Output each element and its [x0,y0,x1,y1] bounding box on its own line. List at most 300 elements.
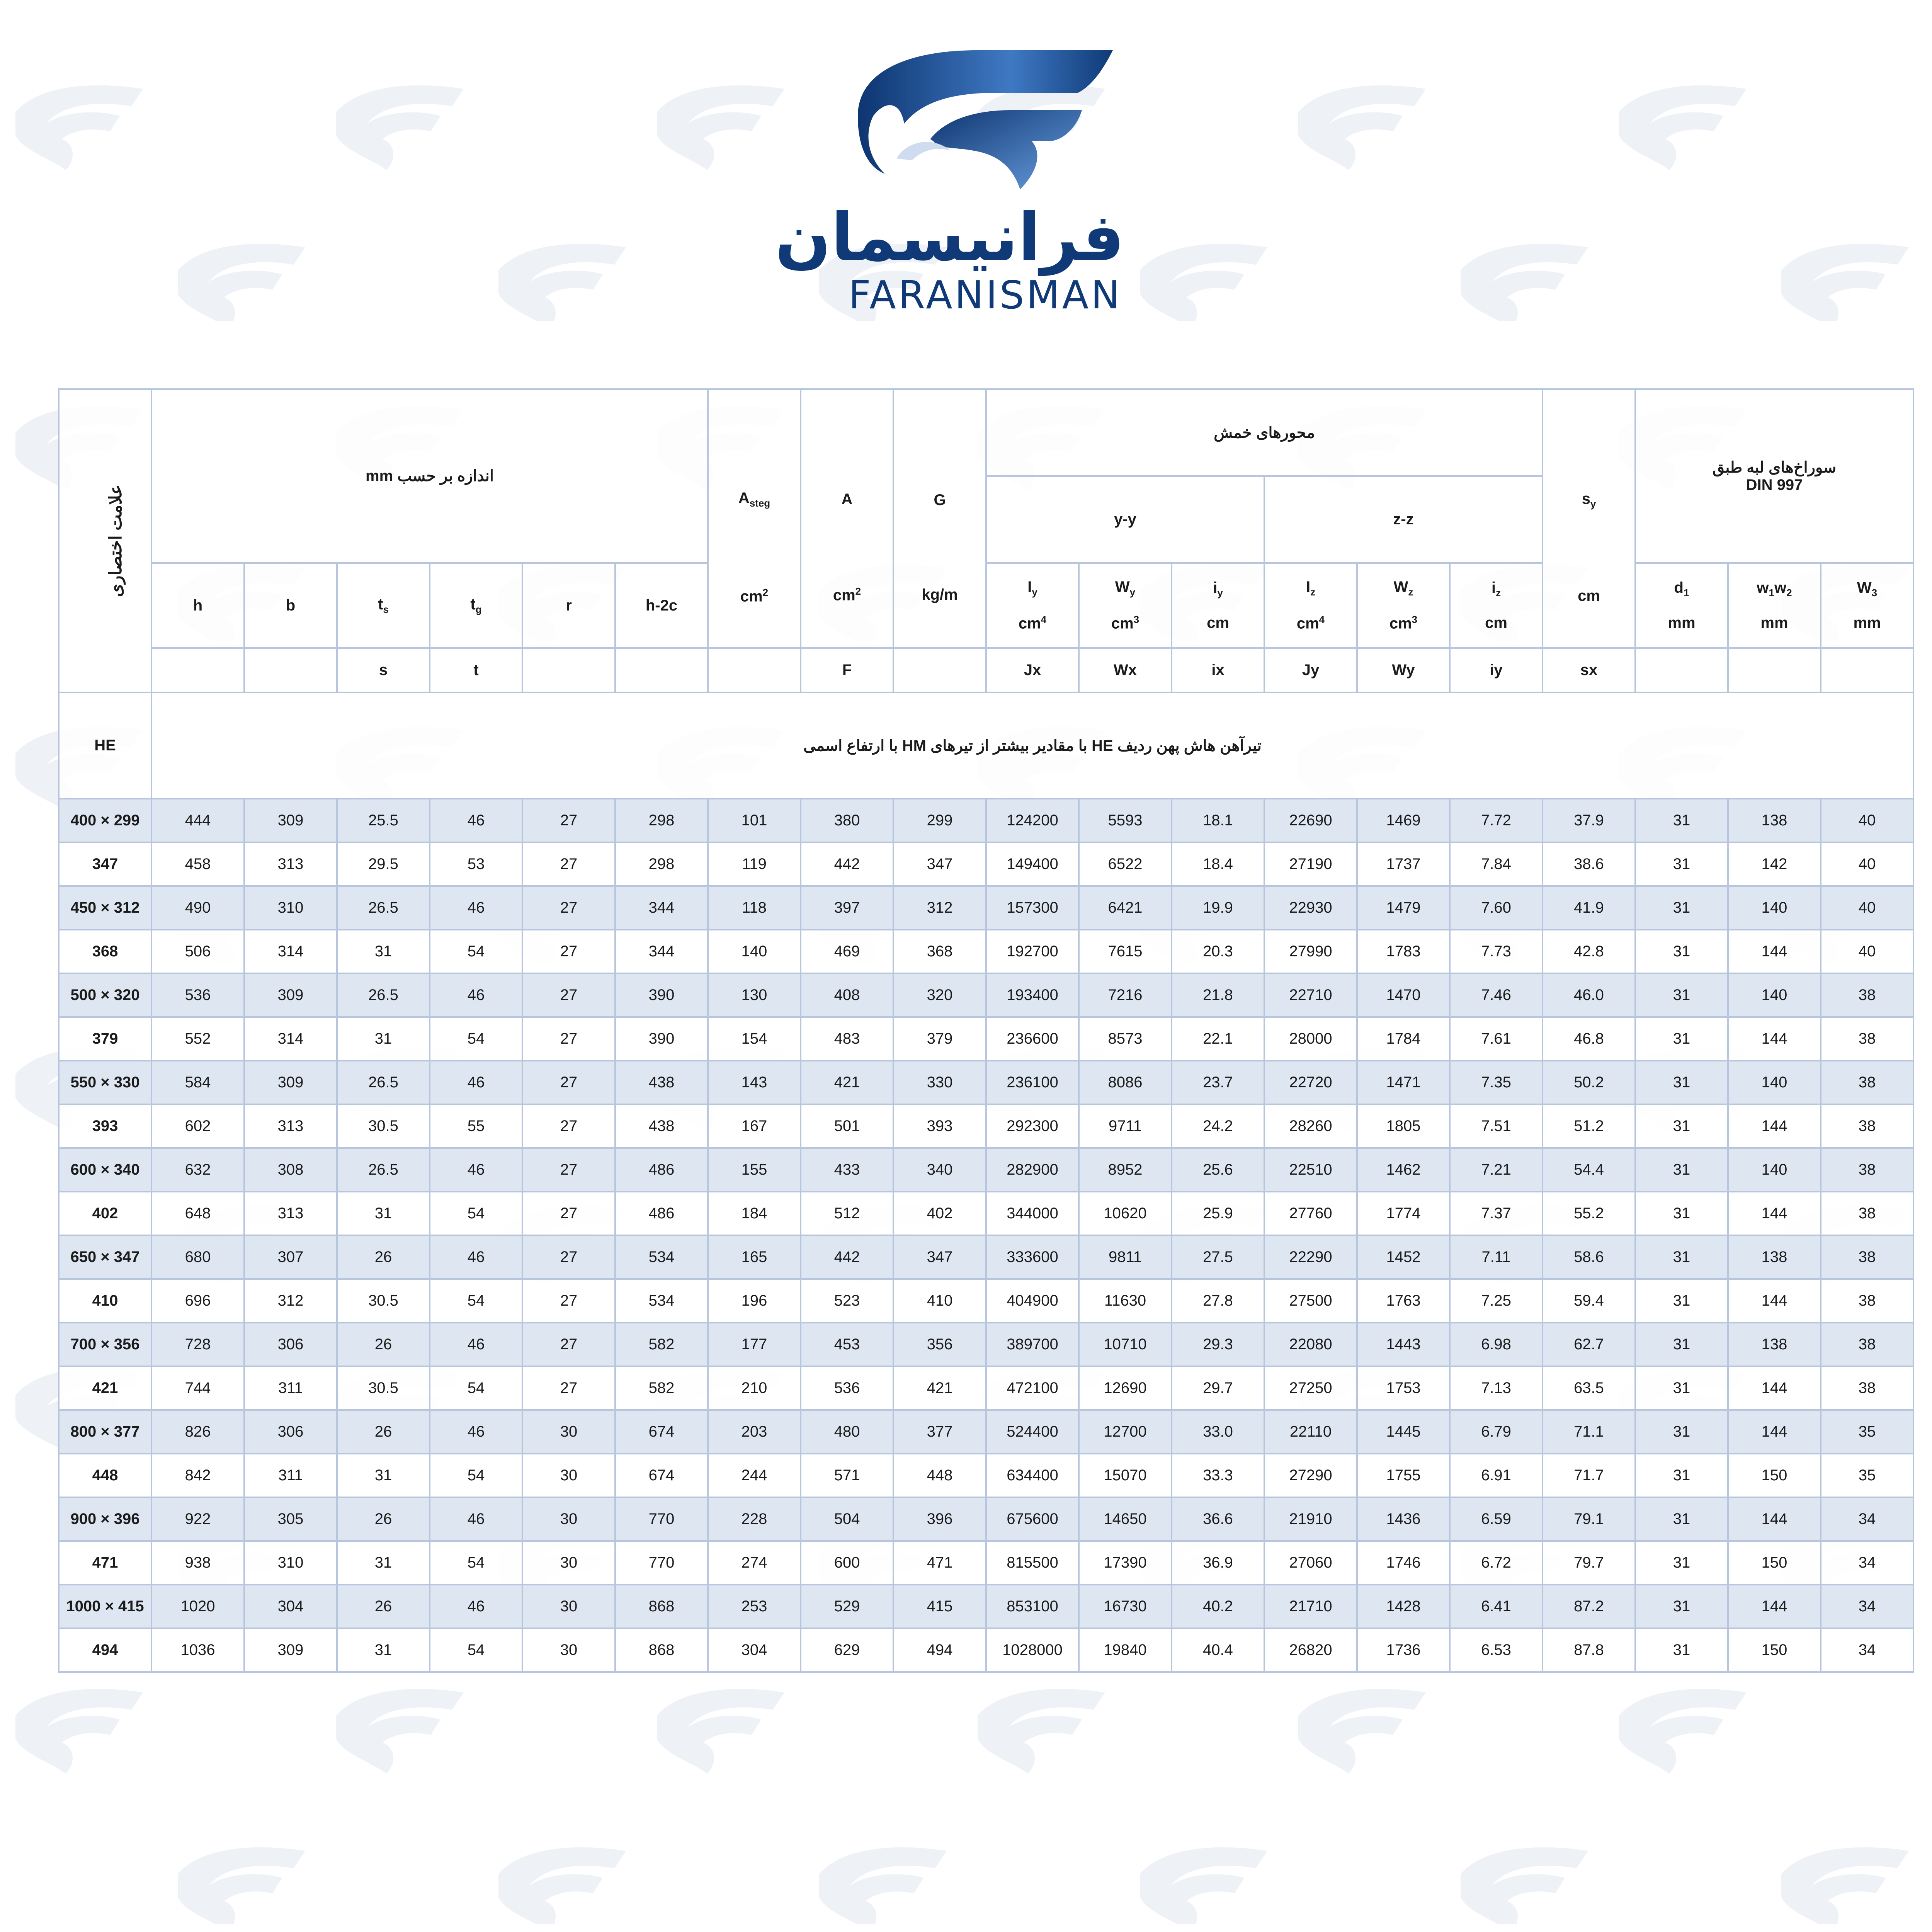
value-cell: 40.2 [1172,1585,1264,1628]
value-cell: 744 [151,1366,244,1410]
value-cell: 408 [801,973,893,1017]
value-cell: 54 [430,1541,522,1585]
value-cell: 309 [244,973,337,1017]
value-cell: 7.60 [1450,886,1543,930]
value-cell: 17390 [1079,1541,1172,1585]
value-cell: 27.8 [1172,1279,1264,1323]
value-cell: 165 [708,1235,801,1279]
value-cell: 344 [615,886,708,930]
value-cell: 6.53 [1450,1628,1543,1672]
sym-iy: iy [1450,648,1543,692]
value-cell: 377 [893,1410,986,1454]
value-cell: 305 [244,1497,337,1541]
designation-cell: 1000 × 415 [59,1585,151,1628]
value-cell: 31 [337,1628,430,1672]
value-cell: 150 [1728,1454,1821,1497]
value-cell: 26.5 [337,973,430,1017]
value-cell: 421 [893,1366,986,1410]
value-cell: 1036 [151,1628,244,1672]
value-cell: 54 [430,1628,522,1672]
value-cell: 27 [522,886,615,930]
value-cell: 37.9 [1543,799,1635,842]
value-cell: 22510 [1264,1148,1357,1192]
value-cell: 309 [244,799,337,842]
value-cell: 674 [615,1410,708,1454]
brand-logo [775,43,1124,318]
value-cell: 6.98 [1450,1323,1543,1366]
value-cell: 38 [1821,1366,1913,1410]
value-cell: 494 [893,1628,986,1672]
value-cell: 442 [801,1235,893,1279]
value-cell: 29.3 [1172,1323,1264,1366]
value-cell: 344 [615,930,708,973]
value-cell: 33.3 [1172,1454,1264,1497]
value-cell: 7.46 [1450,973,1543,1017]
value-cell: 27760 [1264,1192,1357,1235]
table-row [59,1585,1913,1628]
value-cell: 7.21 [1450,1148,1543,1192]
value-cell: 842 [151,1454,244,1497]
value-cell: 27290 [1264,1454,1357,1497]
value-cell: 9711 [1079,1104,1172,1148]
value-cell: 634400 [986,1454,1079,1497]
value-cell: 524400 [986,1410,1079,1454]
table-row [59,1410,1913,1454]
value-cell: 868 [615,1585,708,1628]
value-cell: 31 [1635,1279,1728,1323]
value-cell: 390 [615,973,708,1017]
value-cell: 5593 [1079,799,1172,842]
value-cell: 30 [522,1585,615,1628]
value-cell: 938 [151,1541,244,1585]
value-cell: 27 [522,1148,615,1192]
value-cell: 38 [1821,1061,1913,1104]
value-cell: 1736 [1357,1628,1450,1672]
value-cell: 27 [522,1279,615,1323]
value-cell: 6522 [1079,842,1172,886]
value-cell: 196 [708,1279,801,1323]
value-cell: 30 [522,1497,615,1541]
value-cell: 31 [1635,1148,1728,1192]
value-cell: 54 [430,1279,522,1323]
value-cell: 27 [522,799,615,842]
sy-header: $s_y$ cm [1543,389,1635,648]
value-cell: 177 [708,1323,801,1366]
value-cell: 480 [801,1410,893,1454]
table-row [59,1628,1913,1672]
zz-axis-header: z-z [1264,476,1543,563]
value-cell: 7615 [1079,930,1172,973]
value-cell: 675600 [986,1497,1079,1541]
value-cell: 433 [801,1148,893,1192]
value-cell: 35 [1821,1454,1913,1497]
value-cell: 1443 [1357,1323,1450,1366]
value-cell: 144 [1728,1279,1821,1323]
value-cell: 282900 [986,1148,1079,1192]
sym-h2c [615,648,708,692]
value-cell: 320 [893,973,986,1017]
value-cell: 1805 [1357,1104,1450,1148]
value-cell: 144 [1728,1017,1821,1061]
value-cell: 71.7 [1543,1454,1635,1497]
value-cell: 27990 [1264,930,1357,973]
value-cell: 22110 [1264,1410,1357,1454]
value-cell: 140 [1728,886,1821,930]
beam-properties-table [58,388,1914,1673]
value-cell: 210 [708,1366,801,1410]
value-cell: 6.91 [1450,1454,1543,1497]
designation-cell: 650 × 347 [59,1235,151,1279]
value-cell: 31 [1635,886,1728,930]
value-cell: 14650 [1079,1497,1172,1541]
value-cell: 27 [522,1192,615,1235]
value-cell: 21.8 [1172,973,1264,1017]
value-cell: 308 [244,1148,337,1192]
value-cell: 22930 [1264,886,1357,930]
value-cell: 7.61 [1450,1017,1543,1061]
value-cell: 728 [151,1323,244,1366]
sym-g [893,648,986,692]
value-cell: 274 [708,1541,801,1585]
value-cell: 390 [615,1017,708,1061]
table-row [59,1104,1913,1148]
value-cell: 51.2 [1543,1104,1635,1148]
value-cell: 11630 [1079,1279,1172,1323]
value-cell: 31 [1635,842,1728,886]
eagle-head-logo [850,43,1121,201]
value-cell: 31 [1635,799,1728,842]
value-cell: 46.0 [1543,973,1635,1017]
value-cell: 20.3 [1172,930,1264,973]
table-row [59,930,1913,973]
value-cell: 38 [1821,1148,1913,1192]
value-cell: 1028000 [986,1628,1079,1672]
value-cell: 486 [615,1192,708,1235]
value-cell: 27 [522,930,615,973]
value-cell: 1470 [1357,973,1450,1017]
value-cell: 7.37 [1450,1192,1543,1235]
value-cell: 8086 [1079,1061,1172,1104]
value-cell: 7.25 [1450,1279,1543,1323]
value-cell: 53 [430,842,522,886]
value-cell: 582 [615,1323,708,1366]
value-cell: 29.5 [337,842,430,886]
value-cell: 922 [151,1497,244,1541]
designation-cell: 347 [59,842,151,886]
value-cell: 1755 [1357,1454,1450,1497]
value-cell: 1763 [1357,1279,1450,1323]
value-cell: 25.6 [1172,1148,1264,1192]
value-cell: 31 [1635,1585,1728,1628]
value-cell: 22710 [1264,973,1357,1017]
value-cell: 312 [244,1279,337,1323]
col-wz: $W_z$ $cm^3$ [1357,563,1450,648]
col-b: b [244,563,337,648]
designation-cell: 600 × 340 [59,1148,151,1192]
value-cell: 444 [151,799,244,842]
value-cell: 71.1 [1543,1410,1635,1454]
value-cell: 304 [244,1585,337,1628]
value-cell: 26 [337,1235,430,1279]
value-cell: 87.2 [1543,1585,1635,1628]
table-row [59,1192,1913,1235]
value-cell: 1783 [1357,930,1450,973]
value-cell: 632 [151,1148,244,1192]
value-cell: 31 [1635,930,1728,973]
value-cell: 309 [244,1061,337,1104]
value-cell: 21710 [1264,1585,1357,1628]
value-cell: 469 [801,930,893,973]
value-cell: 815500 [986,1541,1079,1585]
col-t: $t_g$ [430,563,522,648]
value-cell: 26 [337,1323,430,1366]
value-cell: 144 [1728,1366,1821,1410]
value-cell: 415 [893,1585,986,1628]
col-wy: $W_y$ $cm^3$ [1079,563,1172,648]
value-cell: 36.9 [1172,1541,1264,1585]
value-cell: 1445 [1357,1410,1450,1454]
value-cell: 138 [1728,799,1821,842]
value-cell: 396 [893,1497,986,1541]
table-row [59,1279,1913,1323]
value-cell: 584 [151,1061,244,1104]
value-cell: 8952 [1079,1148,1172,1192]
col-iy-small: $i_y$ cm [1172,563,1264,648]
value-cell: 1020 [151,1585,244,1628]
value-cell: 236600 [986,1017,1079,1061]
value-cell: 38.6 [1543,842,1635,886]
value-cell: 486 [615,1148,708,1192]
value-cell: 54 [430,1454,522,1497]
value-cell: 36.6 [1172,1497,1264,1541]
sym-wy: Wy [1357,648,1450,692]
value-cell: 253 [708,1585,801,1628]
value-cell: 6421 [1079,886,1172,930]
value-cell: 298 [615,799,708,842]
value-cell: 55 [430,1104,522,1148]
designation-cell: 500 × 320 [59,973,151,1017]
value-cell: 490 [151,886,244,930]
value-cell: 79.7 [1543,1541,1635,1585]
value-cell: 144 [1728,1104,1821,1148]
value-cell: 54 [430,1366,522,1410]
value-cell: 770 [615,1541,708,1585]
value-cell: 40 [1821,886,1913,930]
value-cell: 38 [1821,1017,1913,1061]
value-cell: 193400 [986,973,1079,1017]
value-cell: 140 [1728,1148,1821,1192]
yy-axis-header: y-y [986,476,1264,563]
value-cell: 144 [1728,1497,1821,1541]
value-cell: 62.7 [1543,1323,1635,1366]
value-cell: 7.11 [1450,1235,1543,1279]
value-cell: 696 [151,1279,244,1323]
value-cell: 41.9 [1543,886,1635,930]
value-cell: 63.5 [1543,1366,1635,1410]
sym-h [151,648,244,692]
designation-cell: 450 × 312 [59,886,151,930]
brand-name-en: FARANISMAN [849,272,1122,318]
table-row [59,1497,1913,1541]
value-cell: 368 [893,930,986,973]
value-cell: 26.5 [337,1061,430,1104]
value-cell: 442 [801,842,893,886]
value-cell: 38 [1821,1104,1913,1148]
value-cell: 22720 [1264,1061,1357,1104]
sym-s: s [337,648,430,692]
value-cell: 458 [151,842,244,886]
value-cell: 1774 [1357,1192,1450,1235]
value-cell: 6.79 [1450,1410,1543,1454]
value-cell: 330 [893,1061,986,1104]
value-cell: 46 [430,973,522,1017]
value-cell: 12690 [1079,1366,1172,1410]
value-cell: 27060 [1264,1541,1357,1585]
designation-cell: 900 × 396 [59,1497,151,1541]
col-r: r [522,563,615,648]
value-cell: 31 [1635,1454,1728,1497]
col-w3: $W_3$ mm [1821,563,1913,648]
value-cell: 15070 [1079,1454,1172,1497]
value-cell: 27 [522,973,615,1017]
table-row [59,973,1913,1017]
value-cell: 25.9 [1172,1192,1264,1235]
value-cell: 138 [1728,1235,1821,1279]
designation-header: علامت اختصاری [59,389,151,692]
value-cell: 31 [1635,1017,1728,1061]
value-cell: 26.5 [337,886,430,930]
value-cell: 19.9 [1172,886,1264,930]
table-row [59,799,1913,842]
value-cell: 311 [244,1366,337,1410]
value-cell: 453 [801,1323,893,1366]
value-cell: 307 [244,1235,337,1279]
value-cell: 1753 [1357,1366,1450,1410]
table-body [59,799,1913,1672]
value-cell: 312 [893,886,986,930]
value-cell: 27 [522,1017,615,1061]
designation-cell: 700 × 356 [59,1323,151,1366]
value-cell: 24.2 [1172,1104,1264,1148]
sym-ix: ix [1172,648,1264,692]
value-cell: 155 [708,1148,801,1192]
designation-cell: 410 [59,1279,151,1323]
value-cell: 680 [151,1235,244,1279]
table-row [59,1541,1913,1585]
value-cell: 38 [1821,1192,1913,1235]
value-cell: 22080 [1264,1323,1357,1366]
value-cell: 1469 [1357,799,1450,842]
value-cell: 380 [801,799,893,842]
value-cell: 34 [1821,1628,1913,1672]
value-cell: 6.72 [1450,1541,1543,1585]
value-cell: 79.1 [1543,1497,1635,1541]
value-cell: 46 [430,1235,522,1279]
value-cell: 448 [893,1454,986,1497]
value-cell: 30 [522,1541,615,1585]
weight-header: G kg/m [893,389,986,648]
value-cell: 1746 [1357,1541,1450,1585]
value-cell: 119 [708,842,801,886]
value-cell: 31 [1635,1366,1728,1410]
value-cell: 31 [337,930,430,973]
table-row [59,1148,1913,1192]
value-cell: 34 [1821,1585,1913,1628]
value-cell: 6.41 [1450,1585,1543,1628]
table-row [59,1323,1913,1366]
value-cell: 674 [615,1454,708,1497]
value-cell: 314 [244,930,337,973]
value-cell: 311 [244,1454,337,1497]
sym-sx: sx [1543,648,1635,692]
value-cell: 140 [708,930,801,973]
value-cell: 27 [522,1104,615,1148]
value-cell: 46 [430,1410,522,1454]
asteg-header: $A_{steg}$ $cm^2$ [708,389,801,648]
value-cell: 144 [1728,1585,1821,1628]
value-cell: 124200 [986,799,1079,842]
value-cell: 46 [430,799,522,842]
value-cell: 7.84 [1450,842,1543,886]
value-cell: 144 [1728,930,1821,973]
value-cell: 22.1 [1172,1017,1264,1061]
col-w1w2: $w_1w_2$ mm [1728,563,1821,648]
value-cell: 438 [615,1061,708,1104]
value-cell: 397 [801,886,893,930]
value-cell: 1784 [1357,1017,1450,1061]
value-cell: 38 [1821,1323,1913,1366]
value-cell: 26820 [1264,1628,1357,1672]
value-cell: 140 [1728,973,1821,1017]
sym-d1 [1635,648,1728,692]
col-iz: $I_z$ $cm^4$ [1264,563,1357,648]
value-cell: 46 [430,886,522,930]
value-cell: 853100 [986,1585,1079,1628]
designation-cell: 379 [59,1017,151,1061]
value-cell: 12700 [1079,1410,1172,1454]
brand-name-fa: فرانیسمان [775,199,1124,276]
value-cell: 536 [151,973,244,1017]
value-cell: 310 [244,886,337,930]
value-cell: 31 [1635,1497,1728,1541]
value-cell: 18.4 [1172,842,1264,886]
value-cell: 27190 [1264,842,1357,886]
value-cell: 310 [244,1541,337,1585]
col-h: h [151,563,244,648]
table-row [59,1454,1913,1497]
value-cell: 55.2 [1543,1192,1635,1235]
value-cell: 8573 [1079,1017,1172,1061]
value-cell: 50.2 [1543,1061,1635,1104]
value-cell: 31 [1635,1628,1728,1672]
value-cell: 58.6 [1543,1235,1635,1279]
value-cell: 40 [1821,842,1913,886]
value-cell: 27.5 [1172,1235,1264,1279]
value-cell: 506 [151,930,244,973]
value-cell: 7.73 [1450,930,1543,973]
value-cell: 46 [430,1323,522,1366]
value-cell: 27 [522,1061,615,1104]
value-cell: 149400 [986,842,1079,886]
value-cell: 192700 [986,930,1079,973]
value-cell: 143 [708,1061,801,1104]
dimensions-header: اندازه بر حسب mm [151,389,708,563]
value-cell: 347 [893,1235,986,1279]
value-cell: 1428 [1357,1585,1450,1628]
value-cell: 410 [893,1279,986,1323]
value-cell: 27250 [1264,1366,1357,1410]
value-cell: 42.8 [1543,930,1635,973]
